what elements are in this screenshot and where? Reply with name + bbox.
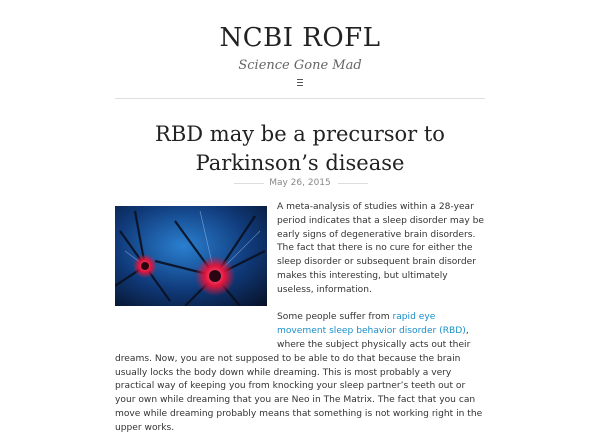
paragraph-text: Some people suffer from	[277, 312, 393, 323]
site-description: Science Gone Mad	[238, 58, 362, 73]
site-title[interactable]: NCBI ROFL	[219, 23, 381, 53]
rbd-link[interactable]: rapid eye movement sleep behavior disorder (RBD)	[277, 312, 466, 337]
paragraph-text: , where the subject physically acts out their dreams. Now, you are not supposed to be able to do that because the brain usually locks the body down while dreaming. This is most probably a very practical way of keeping you from knocking your sleep partner’s teeth out or your own while dreaming that you are Neo in The Matrix. The fact that you can move while dreaming probably means that something is not working right in the upper works.	[115, 326, 483, 433]
header-divider	[115, 98, 485, 99]
post-title[interactable]: RBD may be a precursor to Parkinson’s disease	[155, 122, 445, 175]
post-content	[115, 201, 485, 436]
post-paragraph: A meta-analysis of studies within a 28-year period indicates that a sleep disorder may be early signs of degenerative brain disorders. The fact that there is no cure for either the sleep disorder or subsequent brain disorder makes this interesting, but ultimately useless, information.	[277, 202, 484, 295]
menu-icon[interactable]	[294, 78, 306, 88]
post-date[interactable]: May 26, 2015	[269, 178, 331, 188]
